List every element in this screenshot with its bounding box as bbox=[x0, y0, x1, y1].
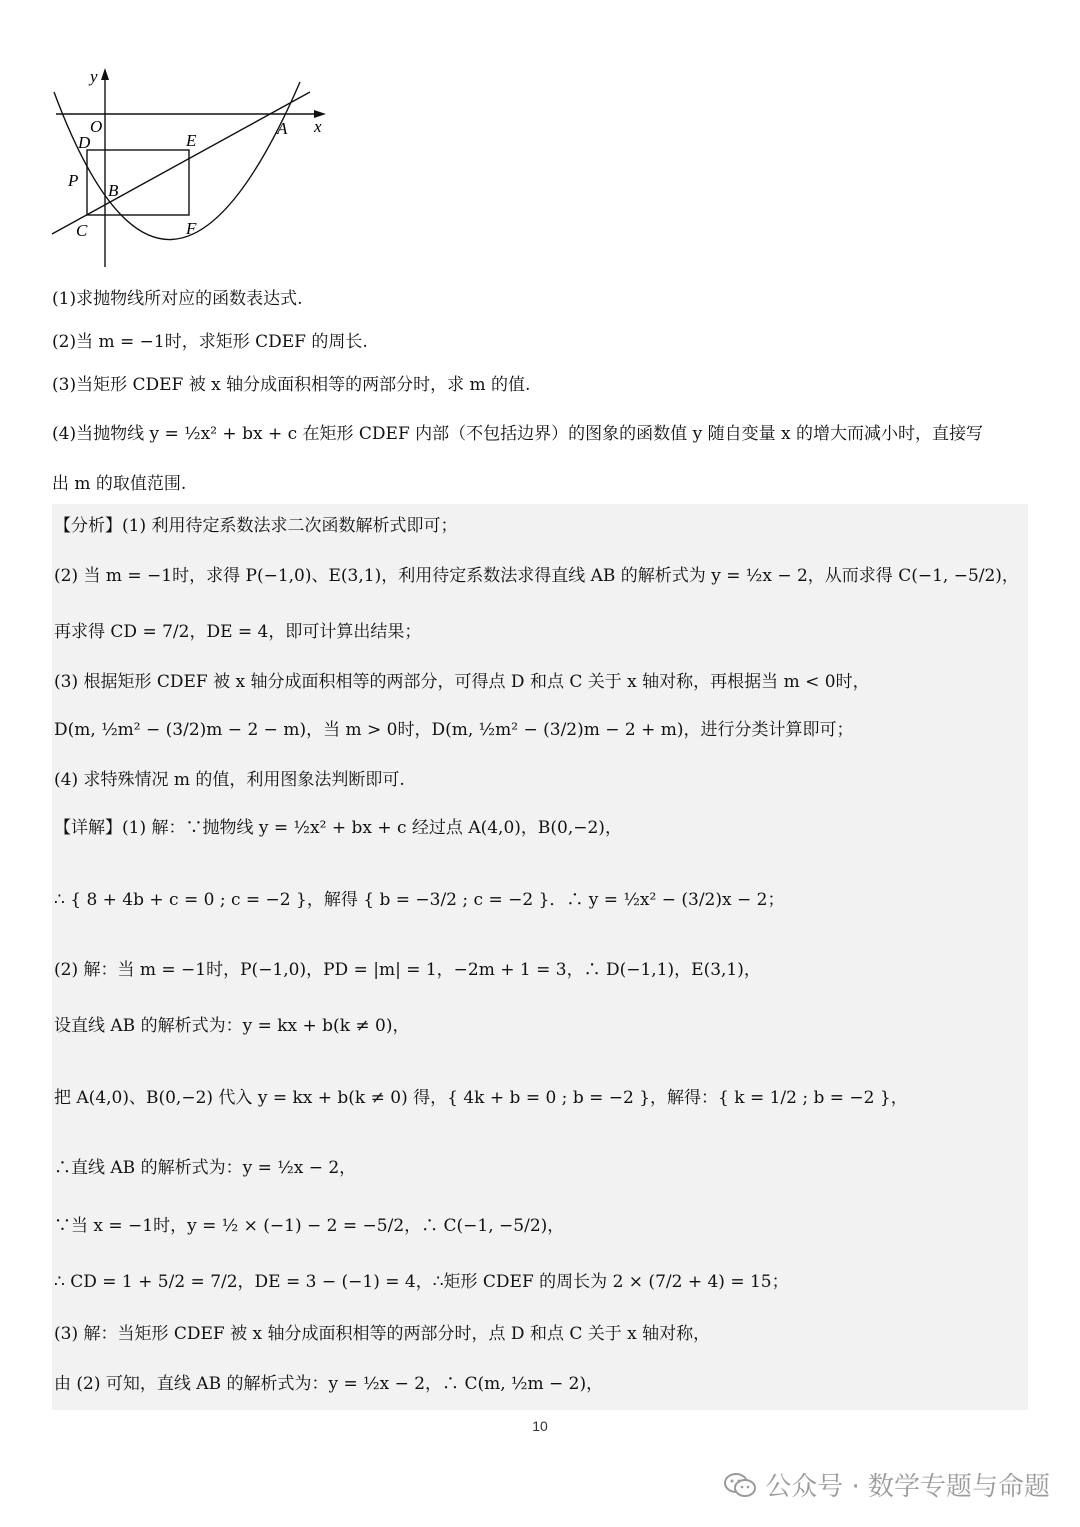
watermark bbox=[723, 1466, 1050, 1503]
detail-2-point-c: ∵当 x = −1时，y = ½ × (−1) − 2 = −5/2，∴ C(−1, −5/2)， bbox=[54, 1216, 565, 1236]
label-c: C bbox=[76, 221, 88, 240]
question-2: (2)当 m = −1时，求矩形 CDEF 的周长. bbox=[52, 332, 368, 352]
solution-panel bbox=[52, 504, 1028, 1410]
label-o: O bbox=[90, 117, 103, 136]
label-e: E bbox=[186, 131, 197, 150]
analysis-4: (4) 求特殊情况 m 的值，利用图象法判断即可. bbox=[54, 770, 405, 790]
detail-1-system: ∴ { 8 + 4b + c = 0 ; c = −2 }，解得 { b = −3/2 ; c = −2 }．∴ y = ½x² − (3/2)x − 2； bbox=[54, 890, 785, 910]
rectangle-cdef bbox=[87, 150, 189, 215]
label-y: y bbox=[90, 67, 98, 86]
question-4-continued: 出 m 的取值范围. bbox=[52, 474, 187, 494]
detail-3: (3) 解：当矩形 CDEF 被 x 轴分成面积相等的两部分时，点 D 和点 C 关于 x 轴对称， bbox=[54, 1324, 711, 1344]
analysis-3-continued: D(m, ½m² − (3/2)m − 2 − m)，当 m > 0时，D(m, ½m² − (3/2)m − 2 + m)，进行分类计算即可； bbox=[54, 720, 854, 740]
label-b: B bbox=[108, 181, 119, 200]
label-f: F bbox=[186, 219, 197, 238]
question-1: (1)求抛物线所对应的函数表达式. bbox=[52, 289, 303, 309]
parabola-curve bbox=[54, 82, 300, 240]
detail-2: (2) 解：当 m = −1时，P(−1,0)，PD = |m| = 1，−2m + 1 = 3，∴ D(−1,1)，E(3,1)， bbox=[54, 960, 761, 980]
detail-3-continued: 由 (2) 可知，直线 AB 的解析式为：y = ½x − 2，∴ C(m, ½m − 2)， bbox=[54, 1374, 604, 1394]
label-a: A bbox=[277, 119, 288, 138]
detail-2-substitute: 把 A(4,0)、B(0,−2) 代入 y = kx + b(k ≠ 0) 得，{ 4k + b = 0 ; b = −2 }，解得：{ k = 1/2 ; b = −2 }， bbox=[54, 1088, 908, 1108]
analysis-3: (3) 根据矩形 CDEF 被 x 轴分成面积相等的两部分，可得点 D 和点 C 关于 x 轴对称，再根据当 m < 0时， bbox=[54, 672, 870, 692]
label-x: x bbox=[314, 117, 322, 136]
parabola-figure bbox=[48, 62, 348, 272]
detail-2-perimeter: ∴ CD = 1 + 5/2 = 7/2，DE = 3 − (−1) = 4，∴矩形 CDEF 的周长为 2 × (7/2 + 4) = 15； bbox=[54, 1272, 789, 1292]
label-p: P bbox=[68, 171, 79, 190]
detail-2-line-ab: 设直线 AB 的解析式为：y = kx + b(k ≠ 0)， bbox=[54, 1016, 410, 1036]
detail-2-result: ∴直线 AB 的解析式为：y = ½x − 2， bbox=[54, 1158, 357, 1178]
question-4: (4)当抛物线 y = ½x² + bx + c 在矩形 CDEF 内部（不包括边界）的图象的函数值 y 随自变量 x 的增大而减小时，直接写 bbox=[52, 424, 983, 444]
watermark-text: 公众号 · 数学专题与命题 bbox=[765, 1472, 1050, 1502]
analysis-1: 【分析】(1) 利用待定系数法求二次函数解析式即可； bbox=[54, 516, 458, 536]
question-3: (3)当矩形 CDEF 被 x 轴分成面积相等的两部分时，求 m 的值. bbox=[52, 375, 531, 395]
analysis-2-continued: 再求得 CD = 7/2，DE = 4，即可计算出结果； bbox=[54, 622, 422, 642]
y-axis-arrow bbox=[101, 68, 109, 80]
analysis-2: (2) 当 m = −1时，求得 P(−1,0)、E(3,1)，利用待定系数法求得直线 AB 的解析式为 y = ½x − 2，从而求得 C(−1, −5/2)， bbox=[54, 566, 1019, 586]
label-d: D bbox=[78, 133, 91, 152]
page-number: 10 bbox=[532, 1418, 548, 1434]
wechat-icon bbox=[723, 1471, 757, 1499]
detail-1: 【详解】(1) 解：∵抛物线 y = ½x² + bx + c 经过点 A(4,0)，B(0,−2)， bbox=[54, 818, 622, 838]
